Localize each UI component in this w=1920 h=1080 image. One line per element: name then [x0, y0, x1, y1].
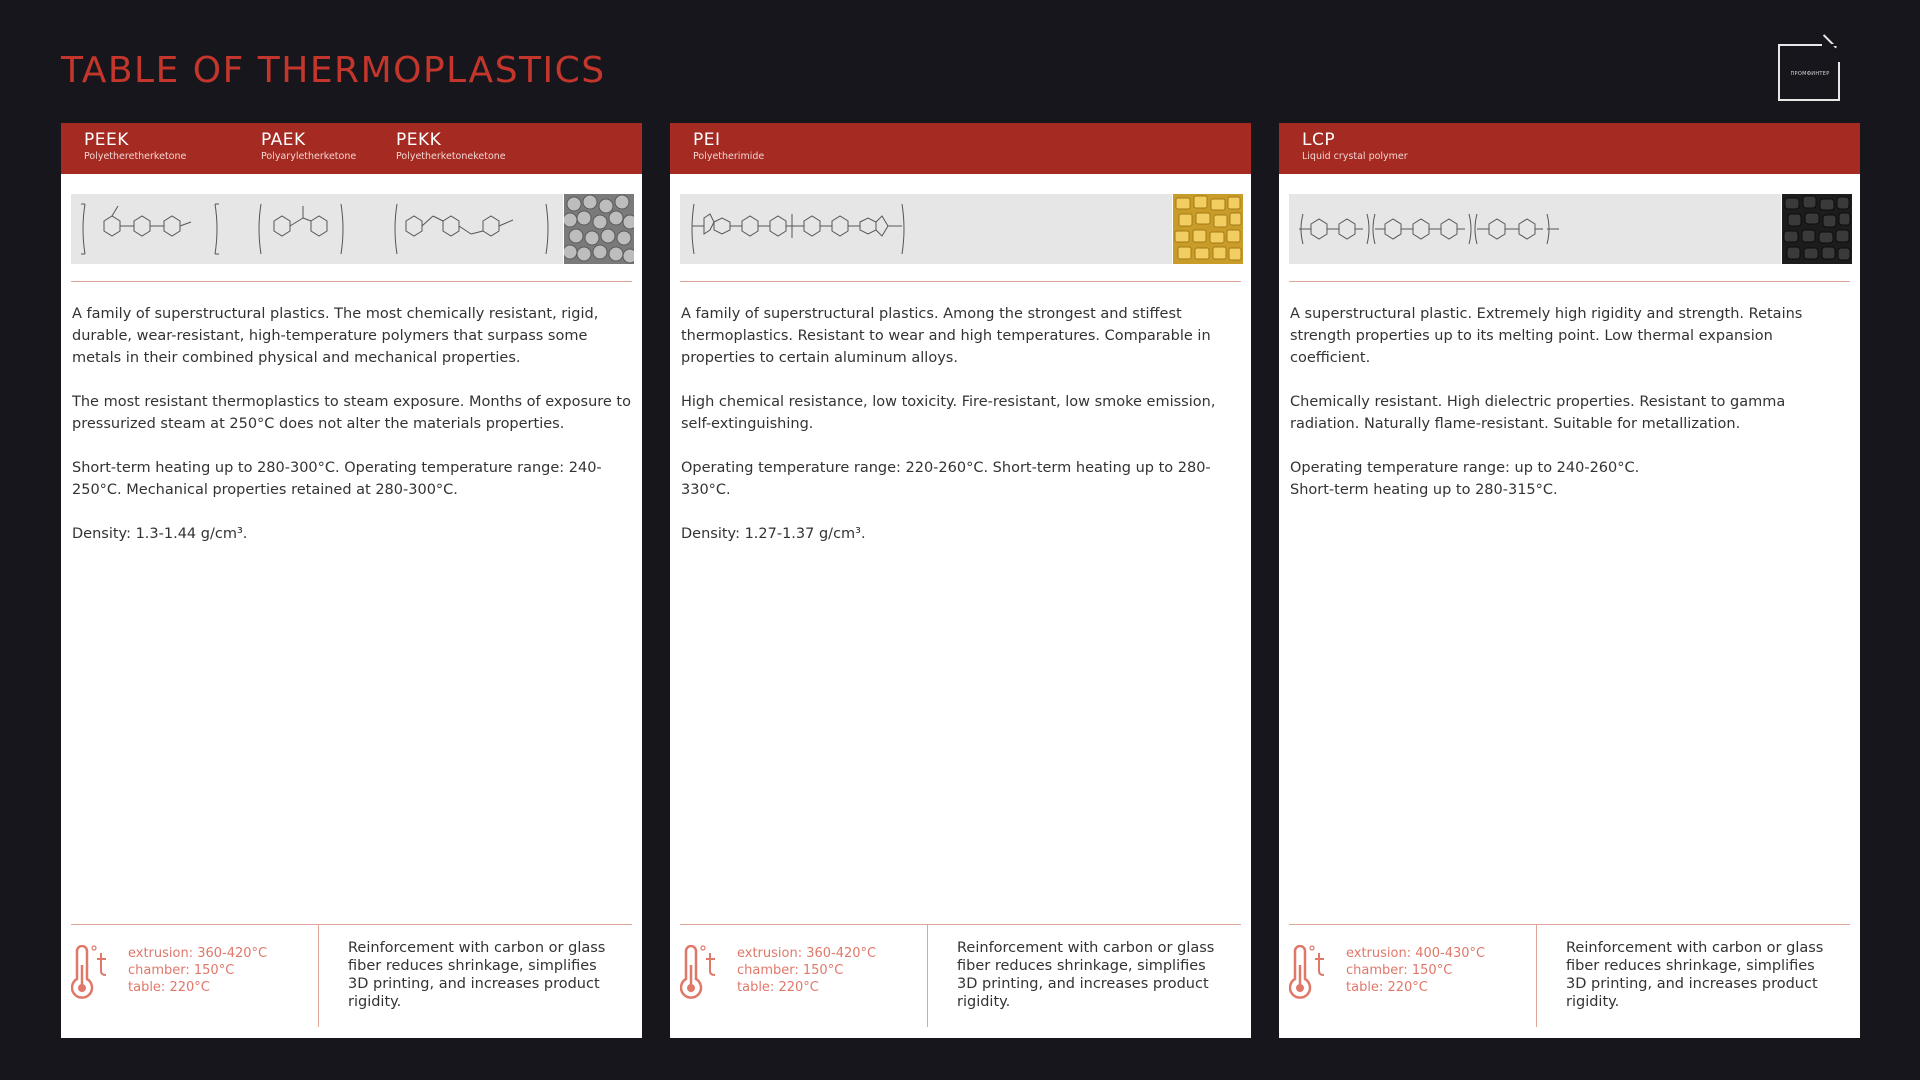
- material-paek: [261, 130, 356, 164]
- chamber-temp: chamber: 150°C: [128, 963, 235, 978]
- sample-granules-image: [1173, 194, 1243, 264]
- chemical-structure-peek-paek-pekk: [71, 194, 563, 264]
- divider: [1289, 281, 1850, 282]
- printing-temperatures: [1346, 945, 1485, 996]
- material-full-name: Polyetherimide: [693, 151, 765, 162]
- table-temp: table: 220°C: [737, 980, 819, 995]
- printing-temperatures: [128, 945, 267, 996]
- sample-granules-image: [1782, 194, 1852, 264]
- material-name: PEI: [693, 130, 721, 150]
- material-peek: [84, 130, 186, 164]
- company-logo[interactable]: [1778, 44, 1840, 101]
- card-lcp: [1279, 123, 1860, 1038]
- extrusion-temp: extrusion: 400-430°C: [1346, 946, 1486, 961]
- chamber-temp: chamber: 150°C: [1346, 963, 1453, 978]
- reinforcement-note: Reinforcement with carbon or glass fiber reduces shrinkage, simplifies 3D printing, and increases product rigidity.: [348, 940, 606, 1010]
- material-full-name: Polyaryletherketone: [261, 151, 357, 162]
- description: [681, 303, 1246, 567]
- card-header: [61, 123, 642, 174]
- printing-temperatures: [737, 945, 876, 996]
- card-header: [670, 123, 1251, 174]
- material-lcp: [1302, 130, 1408, 164]
- chamber-temp: chamber: 150°C: [737, 963, 844, 978]
- divider: [1289, 924, 1850, 925]
- thermometer-icon: [71, 945, 113, 1001]
- description-paragraph: The most resistant thermoplastics to steam exposure. Months of exposure to pressurized steam at 250°C does not alter the materials properties.: [72, 394, 631, 432]
- sample-granules-image: [564, 194, 634, 264]
- material-name: LCP: [1302, 130, 1336, 150]
- table-temp: table: 220°C: [128, 980, 210, 995]
- description: [72, 303, 637, 567]
- extrusion-temp: extrusion: 360-420°C: [128, 946, 268, 961]
- reinforcement-note: Reinforcement with carbon or glass fiber reduces shrinkage, simplifies 3D printing, and increases product rigidity.: [957, 940, 1215, 1010]
- material-full-name: Polyetherketoneketone: [396, 151, 506, 162]
- chemical-structure-pei: [680, 194, 1172, 264]
- description-paragraph: A family of superstructural plastics. The most chemically resistant, rigid, durable, wear-resistant, high-temperature polymers that surpass some metals in their combined physical and mechanical properties.: [72, 306, 599, 366]
- description-paragraph: Operating temperature range: 220-260°C. Short-term heating up to 280-330°C.: [681, 460, 1211, 498]
- card-peek: [61, 123, 642, 1038]
- description-paragraph: High chemical resistance, low toxicity. Fire-resistant, low smoke emission, self-extinguishing.: [681, 394, 1216, 432]
- card-pei: [670, 123, 1251, 1038]
- card-header: [1279, 123, 1860, 174]
- description-paragraph: Operating temperature range: up to 240-260°C. Short-term heating up to 280-315°C.: [1290, 460, 1640, 498]
- material-full-name: Polyetheretherketone: [84, 151, 187, 162]
- description-paragraph: Density: 1.3-1.44 g/cm³.: [72, 526, 248, 542]
- material-pei: [693, 130, 764, 164]
- thermometer-icon: [1289, 945, 1331, 1001]
- page-title: TABLE OF THERMOPLASTICS: [61, 50, 606, 91]
- reinforcement-note: Reinforcement with carbon or glass fiber reduces shrinkage, simplifies 3D printing, and increases product rigidity.: [1566, 940, 1824, 1010]
- description-paragraph: A superstructural plastic. Extremely high rigidity and strength. Retains strength properties up to its melting point. Low thermal expansion coefficient.: [1290, 306, 1803, 366]
- footer-divider: [318, 925, 319, 1027]
- material-name: PAEK: [261, 130, 306, 150]
- description: [1290, 303, 1855, 523]
- table-temp: table: 220°C: [1346, 980, 1428, 995]
- material-name: PEKK: [396, 130, 442, 150]
- material-name: PEEK: [84, 130, 129, 150]
- divider: [680, 924, 1241, 925]
- description-paragraph: Short-term heating up to 280-300°C. Operating temperature range: 240-250°C. Mechanical properties retained at 280-300°C.: [72, 460, 602, 498]
- divider: [71, 924, 632, 925]
- description-paragraph: A family of superstructural plastics. Among the strongest and stiffest thermoplastics. Resistant to wear and high temperatures. Comparable in properties to certain aluminum alloys.: [681, 306, 1211, 366]
- extrusion-temp: extrusion: 360-420°C: [737, 946, 877, 961]
- divider: [71, 281, 632, 282]
- description-paragraph: Chemically resistant. High dielectric properties. Resistant to gamma radiation. Naturally flame-resistant. Suitable for metallization.: [1290, 394, 1786, 432]
- chemical-structure-lcp: [1289, 194, 1781, 264]
- description-paragraph: Density: 1.27-1.37 g/cm³.: [681, 526, 866, 542]
- footer-divider: [927, 925, 928, 1027]
- footer-divider: [1536, 925, 1537, 1027]
- logo-text: ПРОМФИНТЕР: [1790, 71, 1830, 77]
- divider: [680, 281, 1241, 282]
- thermometer-icon: [680, 945, 722, 1001]
- logo-corner: [1823, 34, 1837, 48]
- material-pekk: [396, 130, 506, 164]
- material-full-name: Liquid crystal polymer: [1302, 151, 1408, 162]
